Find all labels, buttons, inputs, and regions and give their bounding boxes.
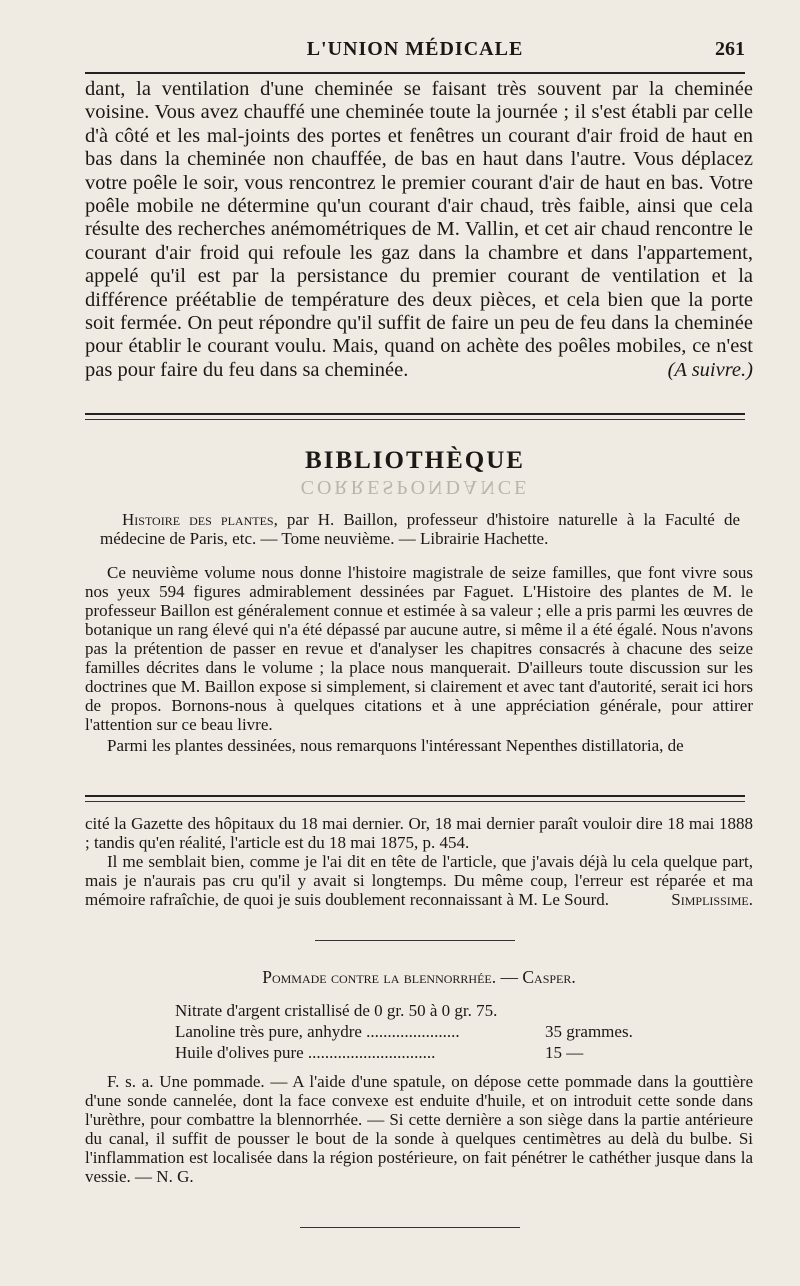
page-number: 261: [715, 38, 745, 60]
formula-instructions: [85, 1072, 753, 1186]
correspondence: [85, 814, 753, 909]
formula-heading: [85, 967, 753, 988]
formula-list: [175, 1000, 635, 1063]
review: [85, 563, 753, 755]
book-title: Histoire des plantes: [122, 510, 274, 529]
separator-double-4: [85, 801, 745, 802]
letter-paragraph-1: cité la Gazette des hôpitaux du 18 mai dernier. Or, 18 mai dernier paraît vouloir dire 18 mai 1888 ; tandis qu'en réalité, l'article est du 18 mai 1875, p. 454.: [85, 814, 753, 852]
to-be-continued: (A suivre.): [667, 358, 753, 381]
formula-qty: [545, 1000, 635, 1021]
formula-title: Pommade contre la blennorrhée. — Casper.: [262, 967, 576, 987]
separator-double-1: [85, 413, 745, 415]
formula-qty: 35 grammes.: [545, 1022, 633, 1041]
short-rule-1: [315, 940, 515, 941]
page-header: [85, 30, 745, 70]
formula-text: F. s. a. Une pommade. — A l'aide d'une spatule, on dépose cette pommade dans la gouttière d'une sonde cannelée, dont la face convexe est enduite d'huile, et on introduit cette sonde dans l'urèthre, pour combattre la blennorrhée. — Si cette dernière a son siège dans la partie antérieure du canal, il suffit de pousser le bout de la sonde à quelques centimètres au delà du bulbe. Si l'inflammation est localisée dans la région postérieure, on fait pénétrer le cathéther jusque dans la vessie. — N. G.: [85, 1072, 753, 1186]
letter-signature: Simplissime.: [671, 890, 753, 909]
short-rule-2: [300, 1227, 520, 1228]
formula-row: [175, 1042, 635, 1063]
journal-title: L'UNION MÉDICALE: [306, 38, 524, 60]
bleed-through-heading: CORRESPONDANCE: [300, 476, 530, 498]
formula-row: [175, 1021, 635, 1042]
section-title: BIBLIOTHÈQUE: [305, 447, 525, 474]
formula-item: Lanoline très pure, anhydre ......................: [175, 1022, 460, 1041]
separator-double-3: [85, 795, 745, 797]
book-reference: [100, 510, 740, 548]
letter-paragraph-2: Il me semblait bien, comme je l'ai dit en tête de l'article, que j'avais déjà lu cela quelque part, mais je n'aurais pas cru qu'il y avait si longtemps. Du même coup, l'erreur est réparée et ma mémoire rafraîchie, de quoi je suis doublement reconnaissant à M. Le Sourd.: [85, 852, 753, 909]
review-paragraph-1: Ce neuvième volume nous donne l'histoire magistrale de seize familles, que font vivre sous nos yeux 594 figures admirablement dessinées par Faguet. L'Histoire des plantes de M. le professeur Baillon est généralement connue et estimée à sa valeur ; elle a pris parmi les œuvres de botanique un rang élevé qui n'a été dépassé par aucune autre, si même il a été égalé. Nous n'avons pas la prétention de passer en revue et d'analyser les chapitres consacrés à chacune des seize familles décrites dans le volume ; la place nous manquerait. D'ailleurs toute discussion sur les doctrines que M. Baillon expose si simplement, si clairement et avec tant d'autorité, serait ici hors de propos. Bornons-nous à quelques citations et à une appréciation générale, pour attirer l'attention sur ce beau livre.: [85, 563, 753, 734]
separator-double-2: [85, 419, 745, 420]
formula-qty: 15 —: [545, 1043, 584, 1062]
formula-item: Nitrate d'argent cristallisé de 0 gr. 50 à 0 gr. 75.: [175, 1001, 498, 1020]
book-details: , par H. Baillon, professeur d'histoire naturelle à la Faculté de médecine de Paris, etc. — Tome neuvième. — Librairie Hachette.: [100, 510, 740, 548]
header-rule: [85, 72, 745, 74]
article-text: dant, la ventilation d'une cheminée se faisant très souvent par la cheminée voisine. Vous avez chauffé une cheminée toute la journée ; il s'est établi par celle d'à côté et les mal-joints des portes et fenêtres un courant d'air froid de haut en bas dans la cheminée non chauffée, de bas en haut dans l'autre. Vous déplacez votre poêle le soir, vous rencontrez le premier courant d'air de haut en bas. Votre poêle mobile ne détermine qu'un courant d'air chaud, très faible, ainsi que cela résulte des recherches anémométriques de M. Vallin, et cet air chaud rencontre le courant d'air froid qui refoule les gaz dans la chambre et dans l'appartement, appelé qu'il est par la persistance du premier courant de ventilation et la différence préétablie de température des deux pièces, et cela bien que la porte soit fermée. On peut répondre qu'il suffit de faire un peu de feu dans la cheminée pour établir le courant voulu. Mais, quand on achète des poêles mobiles, ce n'est pas pour faire du feu dans sa cheminée.: [85, 78, 753, 381]
review-paragraph-2: Parmi les plantes dessinées, nous remarquons l'intéressant Nepenthes distillatoria, de: [107, 736, 684, 755]
formula-row: [175, 1000, 635, 1021]
article-continuation: [85, 78, 753, 382]
formula-item: Huile d'olives pure ..............................: [175, 1043, 436, 1062]
